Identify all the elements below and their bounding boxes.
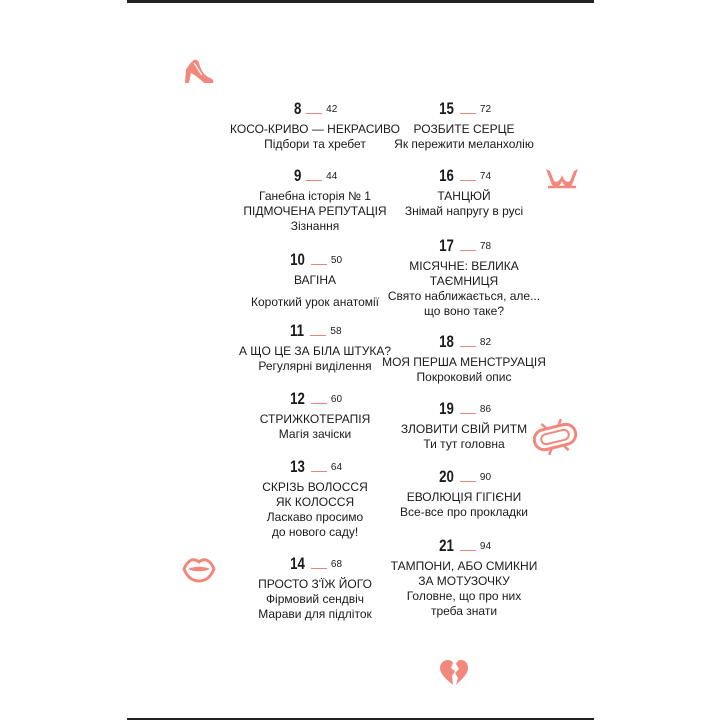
leader-dash [306,113,322,114]
chapter-number: 12 [290,389,305,408]
leader-dash [460,481,476,482]
chapter-number: 8 [293,99,302,118]
page-number: 82 [479,337,492,348]
page-number: 90 [479,472,492,483]
page-number: 58 [330,326,342,337]
entry-subtitle: Фірмовий сендвіч [265,592,365,606]
entry-title: СКРІЗЬ ВОЛОССЯ [262,480,368,494]
leader-dash [311,471,327,472]
entry-title-cont: ЯК КОЛОССЯ [275,495,355,509]
page-number: 68 [330,559,343,570]
entry-title: КОСО-КРИВО — НЕКРАСИВО [230,122,400,136]
entry-title: СТРИЖКОТЕРАПІЯ [259,412,371,426]
entry-title: ПІДМОЧЕНА РЕПУТАЦІЯ [243,204,387,218]
high-heel-icon [182,55,216,87]
entry-title: МОЯ ПЕРША МЕНСТРУАЦІЯ [382,355,546,369]
entry-title: ЗЛОВИТИ СВІЙ РИТМ [400,422,528,436]
entry-subtitle: Як пережити меланхолію [394,137,534,151]
entry-subtitle: Зізнання [290,219,340,233]
chapter-number: 18 [439,332,454,351]
leader-dash [311,403,327,404]
page-number: 94 [479,541,492,552]
leader-dash [311,568,327,569]
entry-subtitle: Свято наближається, але... [387,289,541,303]
entry-subtitle: Все-все про прокладки [400,505,528,519]
entry-subtitle: Магія зачіски [278,427,352,441]
toc-entry-21 [364,537,564,619]
entry-subtitle: Короткий урок анатомії [250,295,380,309]
chapter-number: 20 [439,467,454,486]
entry-title: МІСЯЧНЕ: ВЕЛИКА [409,259,519,273]
entry-subtitle: Ти тут головна [423,437,505,451]
page-number: 72 [479,104,492,115]
leader-dash [460,550,476,551]
toc-entry-20 [364,468,564,520]
entry-subtitle-cont: що воно таке? [423,304,505,318]
broken-heart-icon [438,658,470,688]
entry-subtitle-cont: до нового саду! [271,525,359,539]
toc-entry-18 [364,333,564,385]
chapter-number: 17 [439,236,454,255]
entry-title: ЕВОЛЮЦІЯ ГІГІЄНИ [406,490,522,504]
book-page [127,0,594,720]
chapter-number: 16 [439,166,454,185]
entry-subtitle: Ласкаво просимо [266,510,364,524]
page-number: 74 [479,171,492,182]
entry-title: ВАГІНА [293,273,337,287]
entry-title-cont: ЗА МОТУЗОЧКУ [418,574,510,588]
toc-entry-15 [364,100,564,152]
chapter-number: 10 [290,250,305,269]
entry-title-cont: ТАЄМНИЦЯ [429,274,499,288]
page-number: 86 [479,404,492,415]
chapter-number: 15 [439,99,454,118]
chapter-number: 21 [439,536,454,555]
page-number: 64 [330,462,343,473]
chapter-number: 11 [290,321,305,340]
leader-dash [311,264,327,265]
chapter-number: 9 [293,166,302,185]
leader-dash [460,250,476,251]
lips-icon [182,555,216,583]
entry-subtitle: Підбори та хребет [264,137,366,151]
page-number: 78 [479,241,492,252]
leader-dash [306,180,322,181]
entry-title: РОЗБИТЕ СЕРЦЕ [413,122,515,136]
entry-kicker: Ганебна історія № 1 [259,189,371,203]
bra-icon [542,163,582,197]
entry-subtitle: Покроковий опис [416,370,512,384]
sanitary-pad-icon [531,417,579,457]
leader-dash [460,180,476,181]
leader-dash [460,346,476,347]
entry-subtitle-cont: Марави для підліток [258,607,372,621]
leader-dash [460,113,476,114]
page-number: 44 [326,171,338,182]
page-number: 50 [330,255,343,266]
toc-entry-17 [364,237,564,319]
chapter-number: 13 [290,457,305,476]
entry-subtitle: Регулярні виділення [258,359,372,373]
toc-entry-16 [364,167,564,219]
leader-dash [460,413,476,414]
entry-subtitle-cont: треба знати [430,604,498,618]
entry-title: ТАНЦЮЙ [437,189,491,203]
entry-subtitle: Головне, що про них [406,589,522,603]
page-number: 60 [330,394,343,405]
chapter-number: 19 [439,399,454,418]
entry-title: А ЩО ЦЕ ЗА БІЛА ШТУКА? [238,344,392,358]
page-number: 42 [326,104,338,115]
chapter-number: 14 [290,554,305,573]
leader-dash [310,335,326,336]
entry-title: ТАМПОНИ, АБО СМИКНИ [390,559,538,573]
entry-title: ПРОСТО З'ЇЖ ЙОГО [258,577,372,591]
entry-subtitle: Знімай напругу в русі [404,204,524,218]
